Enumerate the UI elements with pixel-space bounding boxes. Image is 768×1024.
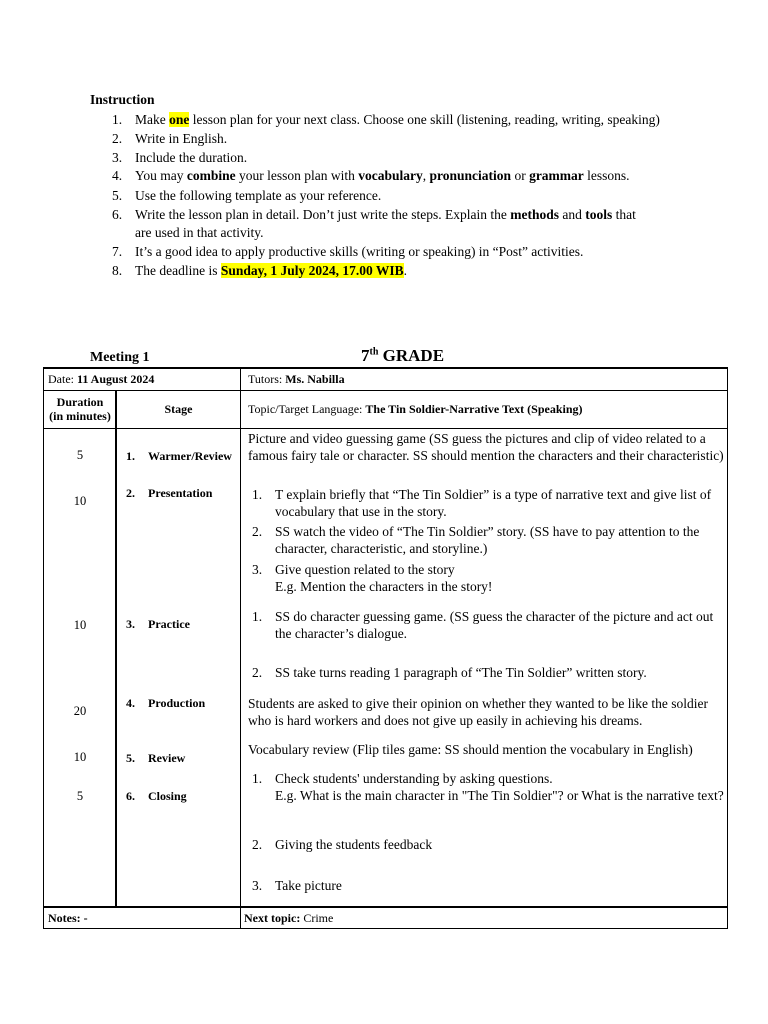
stage-closing: 6. Closing xyxy=(126,789,187,803)
item-number: 1. xyxy=(112,112,123,127)
item-text: Use the following template as your reference. xyxy=(135,188,382,203)
item-text: Make one lesson plan for your next class. Choose one skill (listening, reading, writing, speaking) xyxy=(135,112,660,127)
next-topic-cell: Next topic: Crime xyxy=(244,911,334,925)
grade-title: 7th GRADE xyxy=(361,346,445,365)
item-text: Write in English. xyxy=(135,131,228,146)
item-number: 4. xyxy=(112,168,123,183)
highlighted-deadline: Sunday, 1 July 2024, 17.00 WIB xyxy=(220,263,404,278)
instruction-title: Instruction xyxy=(90,92,155,107)
item-text: You may combine your lesson plan with vocabulary, pronunciation or grammar lessons. xyxy=(135,168,630,183)
item-number: 5. xyxy=(112,188,123,203)
item-number: 2. xyxy=(112,131,123,146)
tutors-cell: Tutors: Ms. Nabilla xyxy=(248,372,345,386)
duration-value: 20 xyxy=(73,704,87,718)
item-text: It’s a good idea to apply productive skills (writing or speaking) in “Post” activities. xyxy=(135,244,584,259)
duration-value: 5 xyxy=(76,448,84,462)
item-number: 6. xyxy=(112,207,123,222)
stage-warmer: 1. Warmer/Review xyxy=(126,449,232,463)
stage-presentation: 2. Presentation xyxy=(126,486,213,500)
stage-practice: 3. Practice xyxy=(126,617,190,631)
item-number: 3. xyxy=(112,150,123,165)
topic-header: Topic/Target Language: The Tin Soldier-Narrative Text (Speaking) xyxy=(248,402,583,416)
item-text: Include the duration. xyxy=(135,150,248,165)
review-activity: Vocabulary review (Flip tiles game: SS should mention the vocabulary in English) xyxy=(248,742,693,757)
duration-value: 10 xyxy=(73,494,87,508)
stage-review: 5. Review xyxy=(126,751,186,765)
item-text: Write the lesson plan in detail. Don’t just write the steps. Explain the methods and tools that are used in that activity. xyxy=(135,207,636,240)
duration-value: 10 xyxy=(73,750,87,764)
stage-header: Stage xyxy=(164,402,193,416)
production-activity: Students are asked to give their opinion on whether they wanted to be like the soldier who is hard workers and does not give up easily in achieving his dreams. xyxy=(248,696,709,728)
duration-value: 5 xyxy=(76,789,84,803)
item-number: 8. xyxy=(112,263,123,278)
meeting-label: Meeting 1 xyxy=(90,350,150,365)
duration-header: Duration (in minutes) xyxy=(49,395,111,423)
warmer-activity: Picture and video guessing game (SS guess the pictures and clip of video related to a famous fairy tale or character. SS should mention the characters and their characteristic) xyxy=(248,431,724,463)
date-cell: Date: 11 August 2024 xyxy=(48,372,155,386)
stage-production: 4. Production xyxy=(126,696,206,710)
notes-cell: Notes: - xyxy=(48,911,88,925)
duration-value: 10 xyxy=(73,618,87,632)
item-text: The deadline is Sunday, 1 July 2024, 17.00 WIB. xyxy=(135,263,408,278)
highlighted-text: one xyxy=(169,112,190,127)
item-number: 7. xyxy=(112,244,123,259)
